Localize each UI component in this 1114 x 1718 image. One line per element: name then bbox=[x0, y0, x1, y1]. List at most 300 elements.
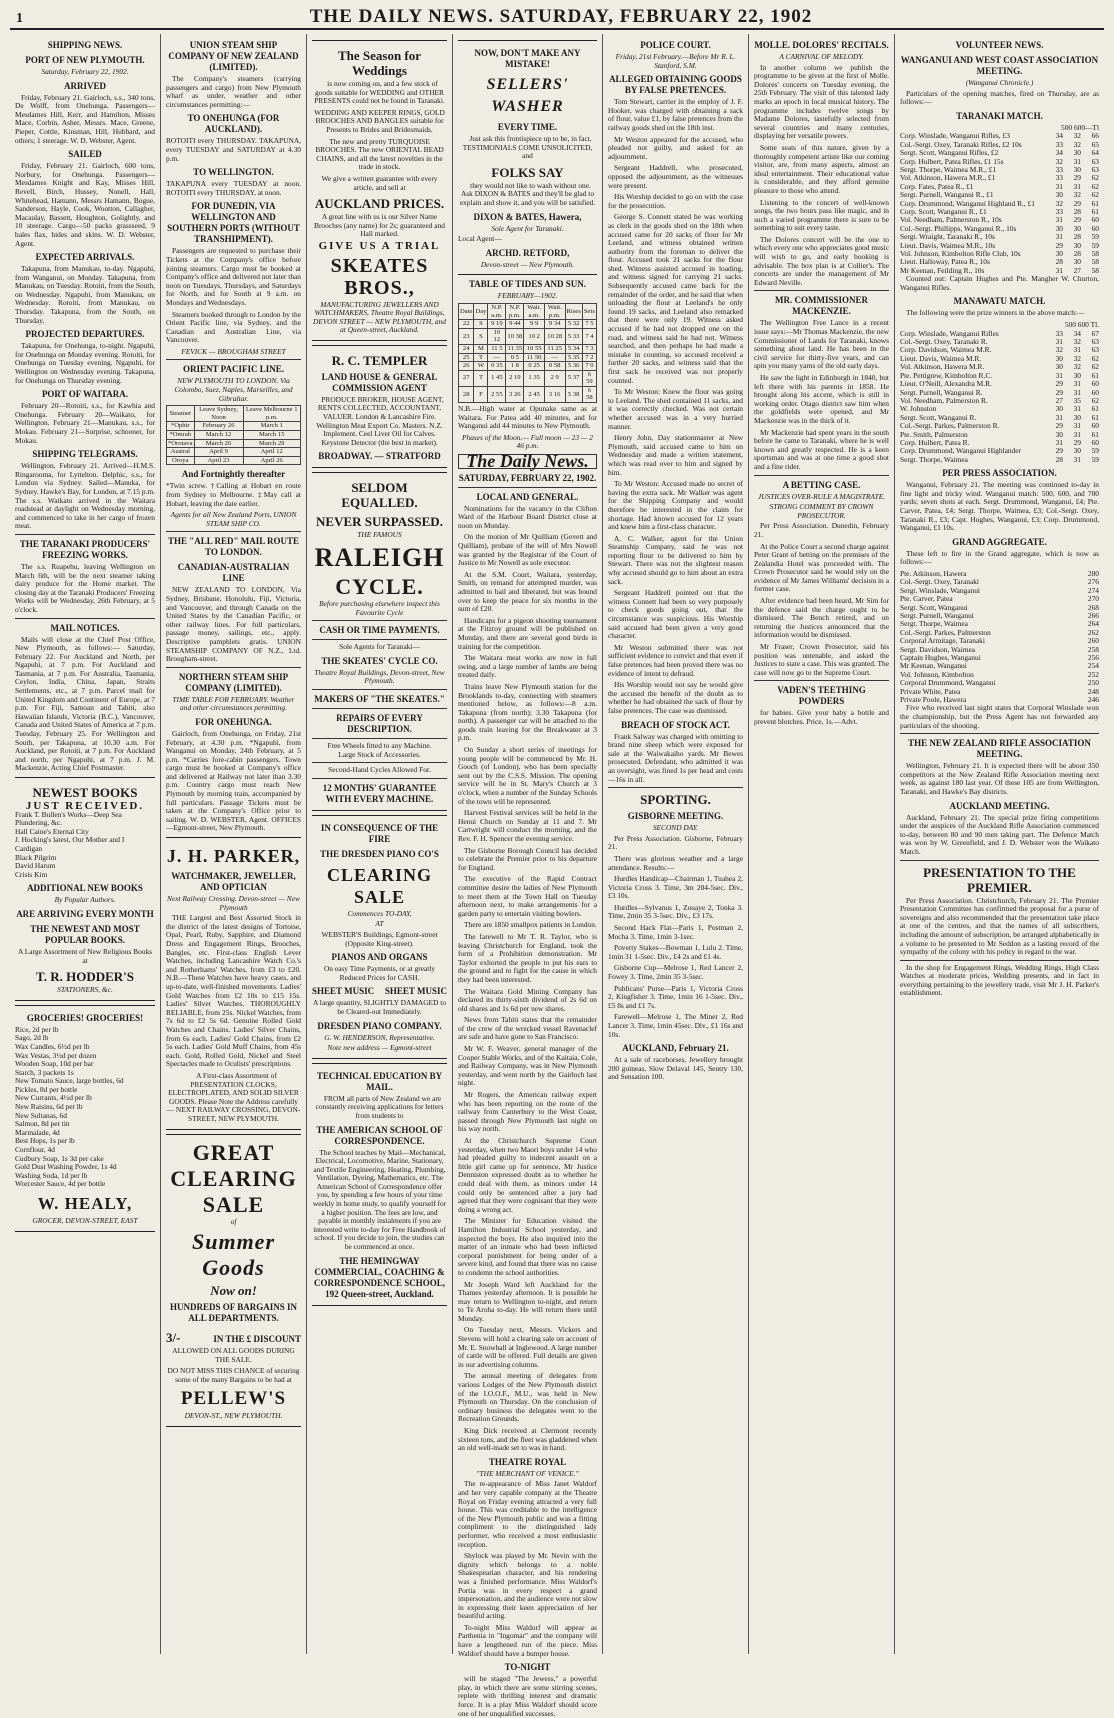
competitor-name: Sergt. Purnell, Wanganui R. bbox=[900, 387, 983, 397]
competitor-name: Captain Hughes, Wanganui bbox=[900, 652, 981, 662]
tide-cell: S bbox=[474, 320, 488, 329]
score-cell: 29 bbox=[1073, 173, 1081, 183]
score-cell: 31 bbox=[1073, 404, 1081, 414]
tide-cell: 3 16 bbox=[544, 386, 565, 402]
local-paragraph: On Tuesday next, Messrs. Vickers and Stevens will hold a clearing sale on account of Mr. E. Snowball at Inglewood. A large number of cattle will be offered. Full details are given in our advertising columns. bbox=[458, 1325, 597, 1369]
score-cell: 61 bbox=[1091, 429, 1099, 439]
local-paragraph: There are 1850 smallpox patients in London. bbox=[464, 920, 597, 930]
american-text: The School teaches by Mail—Mechanical, Electrical, Locomotive, Marine, Stationary, and Textile Engineering, Heating, Plumbing, Ventilation, Dyeing, Mathematics, etc. The American School of Correspondence offer you, by spending a few hours of your time weekly in home study, to qualify yourself for a higher position. The fees are low, and payable in monthly instalments if you are interested write to-day for Free Handbook of school. If you decide to join, the studies can be commenced at once. bbox=[312, 1147, 447, 1252]
competitor-name: Corp. Winslade, Wanganui Rifles bbox=[900, 328, 999, 338]
tide-cell: T bbox=[474, 353, 488, 362]
agent-line: FEVICK — BROUGHAM STREET bbox=[181, 346, 286, 356]
score-cell: 59 bbox=[1091, 240, 1099, 250]
clearing-heading: CLEARING bbox=[170, 1166, 297, 1192]
score-cell: 64 bbox=[1091, 148, 1099, 158]
score-cell: 31 bbox=[1073, 156, 1081, 166]
table-row bbox=[900, 456, 1099, 464]
theatre-paragraph: The re-appearance of Miss Janet Waldorf and her very capable company at the Theatre Royal on Friday evening attracted a very full house. This was creditable to the intelligence of the New Plymouth public and was a fitting compliment to the distinguished lady performer, who received a most enthusiastic reception. bbox=[458, 1479, 597, 1549]
grocery-item: Cornflour, 4d bbox=[15, 1145, 55, 1155]
consequence: IN CONSEQUENCE OF THE FIRE bbox=[320, 822, 439, 844]
competitor-name: Pte. Carver, Patea bbox=[900, 594, 953, 604]
sailed-heading: SAILED bbox=[68, 149, 102, 160]
tide-cell: 7 0 bbox=[582, 362, 596, 371]
masthead-page-number: 1 bbox=[16, 11, 24, 26]
gisborne-paragraph: Per Press Association. Gisborne, February 21. bbox=[608, 833, 743, 852]
table-row bbox=[167, 422, 301, 431]
tides-note: N.B.—High water at Opunake same as at Waitara. For Patea add 40 minutes, and for Wanganui add 44 minutes to New Plymouth. bbox=[458, 404, 597, 431]
taranaki-note: Counted out: Captain Hughes and Pte. Mangher W. Churton, Wanganui Rifles. bbox=[900, 274, 1099, 292]
south-heading: FOR DUNEDIN, VIA WELLINGTON AND SOUTHERN PORTS (WITHOUT TRANSHIPMENT). bbox=[167, 201, 300, 245]
tide-cell: 9 44 bbox=[506, 320, 524, 329]
police-paragraph: Mr Weston submitted there was not sufficient evidence to convict and that even if false pretences had been proved there was no evidence of intent to defraud. bbox=[608, 642, 743, 678]
pianos-organs: PIANOS AND ORGANS bbox=[331, 952, 428, 963]
table-row bbox=[167, 431, 301, 440]
manawatu-ranges: 500 600 Tl. bbox=[1064, 320, 1099, 330]
score-cell: 268 bbox=[1087, 602, 1099, 612]
competitor-name: Vol. Atkinson, Hawera M.R. bbox=[900, 362, 985, 372]
seldom-equalled: SELDOM EQUALLED. bbox=[341, 480, 418, 511]
local-paragraph: The executive of the Rapid Contract committee desire the ladies of New Plymouth to meet them at the Town Hall on Tuesday afternoon next, to make arrangements for a garden party to entertain visiting bowlers. bbox=[458, 874, 597, 918]
score-cell: 30 bbox=[1073, 223, 1081, 233]
grocery-item: New Sultanas, 6d bbox=[15, 1110, 67, 1120]
second-hand: Second-Hand Cycles Allowed For. bbox=[328, 765, 431, 775]
competitor-name: Vol. Johnson, Kimbolton bbox=[900, 669, 974, 679]
tide-cell: 1 45 bbox=[488, 370, 506, 386]
tide-cell: 9 34 bbox=[544, 320, 565, 329]
competitor-name: Sergt. Purnell, Wanganui R., £1 bbox=[900, 190, 994, 200]
volunteer-heading: VOLUNTEER NEWS. bbox=[955, 40, 1044, 50]
score-cell: 32 bbox=[1073, 139, 1081, 149]
sole-agents: Sole Agents for Taranaki— bbox=[339, 642, 420, 652]
score-cell: 270 bbox=[1087, 594, 1099, 604]
competitor-name: Sergt. Thorpe, Waimea M.R., £1 bbox=[900, 165, 997, 174]
masthead bbox=[10, 6, 1104, 30]
score-cell: 32 bbox=[1055, 156, 1063, 166]
producers-text: The s.s. Ruapehu, leaving Wellington on March 6th, will be the next steamer taking dairy produce for the Home market. The closing day at the Taranaki Producers' Freezing Works will be Wednesday, 26th February, at 5 o'clock. bbox=[15, 561, 155, 614]
sailed-text: Friday, February 21. Gairloch, 600 tons, Norbury, for Onehunga. Passengers—Mesdames Knight and Kay, Misses Hill, Revell, Birch, Hussey, Nonell, Hall, Whitehead, Hamann, Messrs Hamann, Bogue, Sanderson, Hayle, Cook, Wootton, Callagher, Macaulay, Bassett, Houghton, Golightly, and 10 steerage. Cargo—50 packs grassseed, 9 bales flax, hides and skins. W. D. Webster, Agent. bbox=[15, 161, 155, 248]
grocery-item: New Currants, 4½d per lb bbox=[15, 1093, 92, 1103]
tides-col: N.P. a.m. bbox=[488, 303, 506, 319]
tide-cell: — bbox=[488, 353, 506, 362]
sporting-heading: SPORTING. bbox=[640, 792, 711, 808]
tide-cell: 5 34 bbox=[565, 344, 582, 353]
score-cell: 31 bbox=[1073, 379, 1081, 389]
dixon-bates: DIXON & BATES, Hawera, bbox=[473, 211, 582, 222]
weddings-ad bbox=[312, 40, 447, 341]
mackenzie-heading: MR. COMMISSIONER MACKENZIE. bbox=[774, 295, 868, 317]
premier-text: Per Press Association. Christchurch, February 21. The Premier Presentation Committee has confirmed the proposal for a purse of sovereigns and also recommended that the presentation take place at one of the centres, and that the names of all subscribers, including the amount of subscription, be arranged alphabetically in a volume to be presented to Mr Seddon as a lasting record of the sympathy of the colony with his policy in regard to the war. bbox=[900, 895, 1099, 957]
projected-text: Takapuna, for Onehunga, to-night. Ngapuhi, for Onehunga on Monday evening. Rotoiti, for Onehunga on Tuesday evening. Ngapuhi, for Wellington on Wednesday evening. Takapuna, for Onehunga on Thursday evening. bbox=[15, 341, 155, 385]
tide-cell: 1 8 bbox=[506, 362, 524, 371]
grocery-item: Best Hops, 1s per lb bbox=[15, 1136, 75, 1146]
tide-cell: 5 38 bbox=[565, 386, 582, 402]
police-paragraph: A. C. Walker, agent for the Union Steamship Company, said he was not reporting flour to be delivered to him by Stewart. There was not the slightest reason why accused should go to him about an extra sack. bbox=[608, 533, 743, 586]
grand-note: Five who received last night states that Corporal Winslade won the championship, but the Press Agent has not forwarded any particulars of the shooting. bbox=[900, 703, 1099, 730]
auckland-sale-text: At a sale of racehorses, Jewellery brought 200 guineas, Slow Delaval 145, Sentry 130, and Sensation 100. bbox=[608, 1055, 743, 1082]
tide-cell: 0 25 bbox=[524, 362, 544, 371]
score-cell: 30 bbox=[1055, 190, 1063, 200]
score-cell: 63 bbox=[1091, 165, 1099, 174]
northern-heading: NORTHERN STEAM SHIP COMPANY (LIMITED). bbox=[178, 671, 289, 693]
grand-heading: GRAND AGGREGATE. bbox=[952, 536, 1047, 547]
score-cell: 28 bbox=[1073, 249, 1081, 259]
competitor-name: Col.-Sergt. Oxey, Taranaki bbox=[900, 577, 979, 587]
tide-cell: 7 4 bbox=[582, 328, 596, 344]
score-cell: 61 bbox=[1091, 198, 1099, 208]
competitor-name: Sergt. Purnell, Wanganui bbox=[900, 610, 974, 620]
score-cell: 60 bbox=[1091, 223, 1099, 233]
tide-cell: 5 36 bbox=[565, 362, 582, 371]
parker-name: J. H. PARKER, bbox=[166, 846, 301, 867]
local-paragraph: Mr W. F. Weaver, general manager of the Cooper Stable Works, and of the Kaitaia, Cole, and Railway Company, was in New Plymouth yesterday, and went north by the Gairloch last night. bbox=[458, 1044, 597, 1088]
book-item: Black Pilgrim bbox=[15, 852, 57, 862]
mackenzie-paragraph: The Wellington Free Lance in a recent issue says:—Mr Thomas Mackenzie, the new Commissioner of Lands for Taranaki, knows something about land. He has been in the civil service for thirty-five years, and can spin you many yarns of the old early days. bbox=[754, 318, 889, 371]
score-cell: 32 bbox=[1073, 190, 1081, 200]
tides-month: FEBRUARY—1902. bbox=[497, 291, 558, 301]
score-cell: 31 bbox=[1073, 387, 1081, 397]
tide-cell: 2 55 bbox=[488, 386, 506, 402]
competitor-name: Corporal Armitage, Taranaki bbox=[900, 636, 985, 646]
tide-cell: 11 5 bbox=[488, 344, 506, 353]
score-cell: 60 bbox=[1091, 215, 1099, 225]
score-cell: 61 bbox=[1091, 404, 1099, 414]
score-cell: 258 bbox=[1087, 644, 1099, 654]
competitor-name: Pte. Smith, Palmerston bbox=[900, 429, 968, 439]
local-paragraph: Handicaps for a pigeon shooting tournament at the Fitzroy ground will be published on Monday, and there are several good birds in training for the competition. bbox=[458, 615, 597, 651]
tides-col: N.P. p.m. bbox=[506, 303, 524, 319]
hodder-intro: A Large Assortment of New Religious Books at bbox=[17, 946, 153, 965]
tide-cell: 10 38 bbox=[506, 328, 524, 344]
local-paragraph: At the Christchurch Supreme Court yesterday, when two Maori boys under 14 who had pleaded guilty to indecent assault on a little girl came up for sentence, Mr Justice Denniston expressed doubt as to whether he could deal with them, as minors under 14 could only be sentenced after a jury had agreed that they were cognisant that they were doing a wrong act. bbox=[458, 1136, 597, 1214]
tide-cell: 5 35 bbox=[565, 353, 582, 362]
local-paragraph: Nominations for the vacancy in the Clifton Ward of the Harbour Board District close at noon on Monday. bbox=[458, 503, 597, 530]
score-cell: 31 bbox=[1073, 421, 1081, 431]
grocery-item: Marmalade, 4d bbox=[15, 1127, 60, 1137]
northern-for: FOR ONEHUNGA. bbox=[195, 716, 272, 727]
score-cell: 61 bbox=[1091, 412, 1099, 422]
orient-cell: April 12 bbox=[243, 448, 301, 457]
competitor-name: Lieut. O'Neill, Alexandra M.R. bbox=[900, 379, 992, 389]
score-cell: 274 bbox=[1087, 585, 1099, 595]
dresden-ad bbox=[312, 815, 447, 1059]
parker-location: Next Railway Crossing. Devon-street — New Plymouth bbox=[167, 894, 300, 912]
templer-name: R. C. TEMPLER bbox=[331, 352, 428, 368]
local-paragraph: The annual meeting of delegates from various Lodges of the New Plymouth district of the I.O.O.F., M.U., was held in New Plymouth on Thursday. On the conclusion of ordinary business the delegates went to the Recreation Grounds. bbox=[458, 1371, 597, 1424]
tide-cell: 10 2 bbox=[524, 328, 544, 344]
competitor-name: Mr Keenan, Wanganui bbox=[900, 661, 967, 671]
competitor-name: Corp. Drummond, Wanganui Highlander bbox=[900, 446, 1021, 456]
gisborne-paragraph: Second Hack Flat—Paris 1, Postman 2, Mocha 3. Time, 1min 3-1sec. bbox=[608, 923, 743, 941]
goods-heading: Goods bbox=[202, 1255, 265, 1281]
score-cell: 61 bbox=[1091, 370, 1099, 380]
fortnightly: And Fortnightly thereafter bbox=[181, 469, 286, 480]
table-row bbox=[459, 353, 597, 362]
orient-cell: March 29 bbox=[243, 439, 301, 448]
competitor-name: Vol. Needham, Palmerston R. bbox=[900, 395, 988, 405]
score-cell: 35 bbox=[1073, 395, 1081, 405]
sheet-music: SHEET MUSIC bbox=[312, 986, 375, 997]
score-cell: 256 bbox=[1087, 652, 1099, 662]
gisborne-heading: GISBORNE MEETING. bbox=[627, 811, 724, 822]
orient-heading: ORIENT PACIFIC LINE. bbox=[183, 364, 284, 375]
betting-paragraph: After evidence had been heard, Mr Sim for the defence said the charge ought to be dismissed. The Bench retired, and on returning the Justices announced that the information would be dismissed. bbox=[754, 596, 889, 640]
parker-ad bbox=[166, 837, 301, 1130]
local-paragraph: The farewell to Mr T. R. Taylor, who is leaving Christchurch for England, took the form of a Prohibition demonstration. Mr Taylor exhorted the people to put his ears to the ground and to fight for the cause in which they had been interested. bbox=[458, 931, 597, 984]
commences: Commences TO-DAY, bbox=[347, 908, 412, 918]
arrived-heading: ARRIVED bbox=[63, 80, 106, 91]
molle-paragraph: The Dolores concert will be the one to which every one who appreciates good music will wish to go, and early booking is advisable. The box plan is at Collier's. The concerts are under the management of Mr Edward Neville. bbox=[754, 234, 889, 287]
competitor-name: Lieut. Davis, Waimea M.R. bbox=[900, 353, 982, 363]
score-cell: 262 bbox=[1087, 627, 1099, 637]
betting-heading: A BETTING CASE. bbox=[782, 479, 861, 490]
hodder-name: T. R. HODDER'S bbox=[36, 969, 134, 985]
local-paragraph: Harvest Festival services will be held in the Henui Church on Sunday at 11 and 7. Mr Cartwright will conduct the morning, and the Rev. F. H. Spencer the evening service. bbox=[458, 808, 597, 843]
shipping-date: Saturday, February 22, 1902. bbox=[41, 67, 129, 76]
police-heading: POLICE COURT. bbox=[640, 40, 711, 50]
book-item: J. Hocking's latest, Our Mother and I bbox=[15, 835, 125, 845]
competitor-name: Sergt. Thorpe, Waimea bbox=[900, 619, 968, 629]
score-cell: 31 bbox=[1055, 412, 1063, 422]
score-cell: 29 bbox=[1055, 421, 1063, 431]
shipping-heading: SHIPPING NEWS. bbox=[47, 40, 123, 50]
guarantee-months: 12 MONTHS' GUARANTEE WITH EVERY MACHINE. bbox=[322, 782, 437, 804]
orient-cell: March 12 bbox=[194, 431, 243, 440]
parker-text-2: A First-class Assortment of PRESENTATION CLOCKS, ELECTROPLATED, AND SOLID SILVER GOODS. Please Note the Address carefully — NEXT RAILWAY CROSSING, DEVON-STREET, NEW PLYMOUTH. bbox=[166, 1070, 301, 1123]
competitor-name: Lieut. Davis, Waimea M.R., 10s bbox=[900, 240, 996, 250]
agents-line: Agents for all New Zealand Ports, UNION STEAM SHIP CO. bbox=[170, 510, 297, 528]
score-cell: 30 bbox=[1073, 240, 1081, 250]
score-cell: 60 bbox=[1091, 387, 1099, 397]
score-cell: 63 bbox=[1091, 345, 1099, 355]
tide-cell: 0 5 bbox=[506, 353, 524, 362]
gisborne-sub: SECOND DAY. bbox=[652, 823, 699, 833]
auckland-prices: AUCKLAND PRICES. bbox=[314, 196, 445, 212]
vaden-text: for babies. Give your baby a bottle and prevent blotches. Price, 1s.—Advt. bbox=[754, 708, 889, 726]
tide-cell: 7 2 bbox=[582, 353, 596, 362]
book-item: David Harum bbox=[15, 861, 56, 871]
moon-phases: Phases of the Moon.— Full moon — 23 — 2 46 p.m. bbox=[462, 432, 593, 451]
discount-amount: 3/- bbox=[166, 1330, 181, 1346]
score-cell: 31 bbox=[1073, 454, 1081, 464]
tides-table bbox=[458, 303, 597, 403]
score-cell: 32 bbox=[1073, 337, 1081, 347]
orient-cell: March 15 bbox=[243, 431, 301, 440]
score-cell: 250 bbox=[1087, 678, 1099, 688]
healy-sub: GROCER, DEVON-STREET, EAST bbox=[32, 1216, 138, 1225]
police-date: Friday, 21st February.—Before Mr R. L. Stanford, S.M. bbox=[615, 52, 736, 70]
northern-text: Gairloch, from Onehunga, on Friday, 21st February, at 4.30 p.m. *Ngapuhi, from Wanganui on Monday, 24th February, at 5 p.m. *Carries fore-cabin passengers. Town cargo must be booked at Company's office and delivered at Railway not later than 3.30 p.m. Country cargo must reach New Plymouth by morning train, accompanied by full particulars. Passage Tickets must be taken at the Company's Office prior to sailing. W. D. WEBSTER, Agent. OFFICES—Egmont-street, New Plymouth. bbox=[166, 728, 301, 833]
book-item: Crisis Kim bbox=[15, 869, 48, 879]
score-cell: 58 bbox=[1091, 257, 1099, 267]
raleigh-heading: RALEIGH bbox=[314, 543, 445, 573]
producers-heading: THE TARANAKI PRODUCERS' FREEZING WORKS. bbox=[19, 538, 151, 560]
sheet-music-2: SHEET MUSIC bbox=[384, 986, 447, 997]
grand-table bbox=[900, 570, 1099, 705]
skeates-sub: MANUFACTURING JEWELLERS AND WATCHMAKERS, Theatre Royal Buildings, DEVON STREET — NEW PLYMOUTH, and at Queen-street, Auckland. bbox=[313, 299, 446, 335]
competitor-name: Corp. Hulbert, Patea R. bbox=[900, 437, 970, 447]
score-cell: 29 bbox=[1055, 387, 1063, 397]
table-row bbox=[459, 362, 597, 371]
grocery-item: Wax Vestas, 3½d per dozen bbox=[15, 1050, 97, 1060]
table-row bbox=[459, 344, 597, 353]
manawatu-table bbox=[900, 330, 1099, 465]
score-cell: 264 bbox=[1087, 619, 1099, 629]
orient-cell: March 1 bbox=[243, 422, 301, 431]
local-paragraph: At the S.M. Court, Waitara, yesterday, Smith, on remand for attempted murder, was admitted to bail and liberated, but was bound over to keep the peace for six months in the sum of £20. bbox=[458, 569, 597, 614]
theatre-paragraph: Shylock was played by Mr. Nevin with the dignity which belongs to a noble Shakespearian character, and his rendering was a finished performance. Miss Waldorf's Portia was in every respect a grand impersonation, and the audience were not slow in expressing their keen appreciation of her beautiful acting. bbox=[458, 1551, 597, 1621]
mail-heading: MAIL NOTICES. bbox=[50, 622, 120, 633]
tide-cell: F bbox=[474, 386, 488, 402]
at-word: AT bbox=[375, 919, 384, 929]
local-paragraph: Mr Rogers, the American railway expert who has been reporting on the route of the railway from Canterbury to the West Coast, passed through New Plymouth last night on his way north. bbox=[458, 1090, 597, 1134]
score-cell: 33 bbox=[1055, 207, 1063, 217]
betting-paragraph: At the Police Court a second charge against Peter Grant of betting on the premises of the Zealandia Hotel was proceeded with. The Crown Prosecutor said he would rely on the evidence of Mr James Williams' decision in a former case. bbox=[754, 541, 889, 594]
waitara-heading: PORT OF WAITARA. bbox=[41, 389, 129, 400]
newest-heading: THE NEWEST AND MOST POPULAR BOOKS. bbox=[30, 923, 140, 945]
technical-text: FROM all parts of New Zealand we are constantly receiving applications for letters from students to bbox=[315, 1093, 444, 1120]
score-cell: 28 bbox=[1055, 454, 1063, 464]
competitor-name: Vol. Needham, Palmerston R., 10s bbox=[900, 215, 1002, 225]
competitor-name: Sergt. Thorpe, Waimea bbox=[900, 454, 968, 464]
rifle-text: Wellington, February 21. It is expected there will be about 350 competitors at the New Zealand Rifle Association meeting next week, as against 180 last year. Of these 105 are from Wellington, Taranaki, and Hawke's Bay districts. bbox=[900, 761, 1099, 796]
score-cell: 33 bbox=[1055, 139, 1063, 149]
hundreds: HUNDREDS OF BARGAINS IN ALL DEPARTMENTS. bbox=[170, 1302, 297, 1324]
score-cell: 58 bbox=[1091, 265, 1099, 275]
police-paragraph: Tom Stewart, carrier in the employ of J. F. Hooker, was charged with obtaining a sack of flour, value £1, by false pretences from the railway goods shed on the 18th inst. bbox=[608, 97, 743, 132]
score-cell: 60 bbox=[1091, 421, 1099, 431]
manawatu-intro: The following were the prize winners in the above match:— bbox=[906, 308, 1085, 318]
competitor-name: Corp. Scott, Wanganui R., £1 bbox=[900, 207, 987, 217]
score-cell: 32 bbox=[1073, 131, 1081, 141]
telegrams-text: Wellington, February 21. Arrived—H.M.S. Ringarooma, for Lyttelton. Delphic, s.s., for London via Sydney. Sailed—Manuka, for Sydney. Hawke's Bay, for London, at 7.15 p.m. The s.s. Waikato arrived in the Waitara roadstead at daylight on Wednesday morning, and commenced to take in her cargo of frozen meat. bbox=[15, 461, 155, 531]
local-paragraph: On the motion of Mr Quilliam (Govett and Quilliam), probate of the will of Mrs Nowell was granted by the Registrar of the Court of Justice to Mr Nowell as sole executor. bbox=[458, 532, 597, 568]
columns bbox=[10, 34, 1104, 1718]
retford: ARCHD. RETFORD, bbox=[485, 247, 570, 258]
police-paragraph: His Worship would not say he would give the accused the benefit of the doubt as to whether he had obtained the sack of flour by false pretences. The case was dismissed. bbox=[608, 680, 743, 715]
mail-text: Mails will close at the Chief Post Office, New Plymouth, as follows:— Saturday, February 22. For Auckland and North, per Ngapuhi, at 7 p.m. For Auckland and Tasmania, at 7 p.m. For Australia, Tasmania, Ceylon, India, China, Japan, Straits Settlements, etc., at 7 p.m. Parcel mail for United Kingdom and Continent of Europe, at 7 p.m. For Fiji, Samoan and Tahiti, also Hawaiian Islands, Victoria (B.C.), Vancouver, Canada and United States of America at 7 p.m. Tuesday, February 25. For Wellington and South, per Takapuna, at 10.30 a.m. For Auckland, per Rotoiti, at 7 p.m. For Auckland and north, per Ngapuhi, at 7 p.m. J. M. Mackenzie, Acting Chief Postmaster. bbox=[15, 634, 155, 773]
competitor-name: Corporal Drummond, Wanganui bbox=[900, 678, 996, 688]
police-paragraph: Henry John, Day stationmaster at New Plymouth, said accused came to him on Wednesday and made a written statement, which was read over to him and signed by him. bbox=[608, 433, 743, 477]
wellington-text: TAKAPUNA every TUESDAY at noon. ROTOITI every THURSDAY, at noon. bbox=[166, 179, 301, 197]
book-item: Hall Caine's Eternal City bbox=[15, 826, 89, 836]
breach-heading: BREACH OF STOCK ACT. bbox=[621, 719, 730, 730]
competitor-name: Pte. Pettigrew, Kimbolton R.C. bbox=[900, 370, 993, 380]
orient-table-header: Steamer bbox=[167, 406, 195, 422]
police-paragraph: Sergeant Haddrell, who prosecuted, opposed the adjournment, as the witnesses were present. bbox=[608, 163, 743, 190]
police-paragraph: His Worship decided to go on with the case for the prosecution. bbox=[608, 192, 743, 210]
additional-books-sub: By Popular Authors. bbox=[54, 895, 116, 905]
devon-street: Devon-street — New Plymouth. bbox=[480, 259, 575, 269]
score-cell: 60 bbox=[1091, 379, 1099, 389]
score-cell: 30 bbox=[1073, 148, 1081, 158]
all-red-heading: THE "ALL RED" MAIL ROUTE TO LONDON. bbox=[167, 536, 300, 558]
expected-heading: EXPECTED ARRIVALS. bbox=[35, 252, 135, 263]
taranaki-ranges: 500 600—Tl bbox=[1061, 122, 1099, 132]
clearing-sale-heading: CLEARING SALE bbox=[326, 864, 432, 907]
masthead-title: THE DAILY NEWS. SATURDAY, FEBRUARY 22, 1902 bbox=[309, 6, 813, 27]
tide-cell: 7 5 bbox=[582, 320, 596, 329]
orient-cell: *Omrah bbox=[167, 431, 195, 440]
raleigh-ad bbox=[312, 472, 447, 810]
south-text: Passengers are requested to purchase their Tickets at the Company's office before joining steamers. Cargo must be booked at Company's office and delivered not later than noon on Tuesdays, Thursdays, and Saturdays for North, and for South at 9 a.m. on Mondays and Wednesdays. bbox=[166, 246, 301, 307]
sellers-washer: SELLERS' WASHER bbox=[486, 76, 569, 115]
discount-text: IN THE £ DISCOUNT bbox=[213, 1334, 301, 1345]
score-cell: 59 bbox=[1091, 454, 1099, 464]
table-row bbox=[167, 448, 301, 457]
competitor-name: Sergt. Scott, Wanganui bbox=[900, 602, 968, 612]
competitor-name: Sergt. Scott, Wanganui R. bbox=[900, 412, 977, 422]
score-cell: 31 bbox=[1073, 345, 1081, 355]
turquoise: The new and pretty TURQUOISE BROOCHES. The new ORIENTAL BEAD CHAINS, and all the latest novelties in the trade in stock. bbox=[315, 136, 444, 172]
score-cell: 252 bbox=[1087, 669, 1099, 679]
grocery-item: Starch, 3 packets 1s bbox=[15, 1067, 74, 1077]
expected-text: Takapuna, from Manukau, to-day. Ngapuhi, from Wanganui, on Monday. Takapuna, from Manukau, on Tuesday. Rotoiti, from the South, on Wednesday. Ngapuhi, from Manukau, on Wednesday. Rotoiti, from Manukau, on Thursday. Takapuna, from the South, on Thursday. bbox=[15, 264, 155, 325]
police-paragraph: Sergeant Haddrell pointed out that the witness Connett had been so very purposely to check goods going out, that the circumstance was suspicious. His Worship said accused had been given a very good character. bbox=[608, 588, 743, 641]
column-3 bbox=[307, 34, 453, 1654]
orient-table-header: Leave Melbourne 1 p.m. bbox=[243, 406, 301, 422]
book-item: Cardigan bbox=[15, 843, 43, 853]
gisborne-paragraph: Poverty Stakes—Bowman 1, Lulu 2. Time, 1min 31 1-5sec. Div., £4 2s and £1 4s. bbox=[608, 943, 743, 961]
pellew-name: PELLEW'S bbox=[180, 1388, 287, 1410]
books-received: JUST RECEIVED. bbox=[25, 800, 145, 812]
summer-heading: Summer bbox=[191, 1229, 276, 1255]
tides-heading: TABLE OF TIDES AND SUN. bbox=[468, 279, 587, 290]
orient-cell: April 9 bbox=[194, 448, 243, 457]
score-cell: 61 bbox=[1091, 207, 1099, 217]
tide-cell: 11 25 bbox=[544, 344, 565, 353]
local-paragraph: News from Tahiti states that the remainder of the crew of the wrecked vessel Ravenaclef are safe and have gone to San Francisco. bbox=[458, 1015, 597, 1042]
grocery-item: Gold Dust Washing Powder, 1s 4d bbox=[15, 1162, 117, 1172]
templer-ad bbox=[312, 345, 447, 469]
taranaki-table bbox=[900, 132, 1099, 275]
american-school: THE AMERICAN SCHOOL OF CORRESPONDENCE. bbox=[316, 1124, 443, 1146]
grocery-item: Pickles, 8d per bottle bbox=[15, 1084, 78, 1094]
competitor-name: Vol. Atkinson, Hawera M.R., £1 bbox=[900, 173, 996, 183]
hemingway-school: THE HEMINGWAY COMMERCIAL, COACHING & CORRESPONDENCE SCHOOL, 192 Queen-street, Auckland. bbox=[313, 1255, 446, 1299]
score-cell: 28 bbox=[1073, 207, 1081, 217]
score-cell: 65 bbox=[1091, 139, 1099, 149]
union-heading: UNION STEAM SHIP COMPANY OF NEW ZEALAND (LIMITED). bbox=[168, 40, 299, 72]
grocery-item: New Raisins, 6d per lb bbox=[15, 1102, 83, 1112]
score-cell: 66 bbox=[1091, 131, 1099, 141]
press-heading: PER PRESS ASSOCIATION. bbox=[942, 468, 1057, 479]
tide-cell: S bbox=[474, 328, 488, 344]
every-time: EVERY TIME. bbox=[497, 122, 558, 132]
score-cell: 248 bbox=[1087, 686, 1099, 696]
competitor-name: Corp. Hulbert, Patea Rifles, £1 15s bbox=[900, 156, 1004, 166]
score-cell: 63 bbox=[1091, 337, 1099, 347]
score-cell: 29 bbox=[1073, 215, 1081, 225]
local-paragraph: On Sunday a short series of meetings for young people will be commenced by Mr. H. Gooch (of London), who has been specially sent out by the C.S.S. Mission. The opening service will be in St. Mary's Church at 3 o'clock, when a number of the Sunday Schools of the town will be represented. bbox=[458, 745, 597, 806]
competitor-name: Lieut. Halloway, Patea R., 10s bbox=[900, 257, 990, 267]
local-paragraph: The Waitara meat works are now in full swing, and a large number of lambs are being treated daily. bbox=[458, 653, 597, 680]
score-cell: 31 bbox=[1055, 232, 1063, 242]
grocery-item: Cudbury Soap, 1s 3d per cake bbox=[15, 1153, 104, 1163]
easy-payments: On easy Time Payments, or at greatly Reduced Prices for CASH. bbox=[323, 964, 436, 982]
vaden-heading: VADEN'S TEETHING POWDERS bbox=[777, 685, 866, 707]
molle-paragraph: In another column we publish the programme to be given at the first of Molle. Dolores' concerts on Tuesday evening, the 25th February. The visit of this talented lady marks an epoch in local musical history. The programme includes twelve songs by Madame Dolores, tastefully selected from several countries and many centuries, displaying her versatile powers. bbox=[754, 62, 889, 141]
taranaki-match-heading: TARANAKI MATCH. bbox=[956, 110, 1043, 121]
cycle-heading: CYCLE. bbox=[335, 574, 424, 600]
logo-date: SATURDAY, FEBRUARY 22, 1902. bbox=[458, 472, 597, 483]
score-cell: 30 bbox=[1073, 370, 1081, 380]
grocery-item: Worcester Sauce, 4d per bottle bbox=[15, 1179, 106, 1189]
competitor-name: Col.-Sergt. Oxey, Taranaki R. bbox=[900, 337, 988, 347]
south-text-2: Steamers booked through to London by the Orient Pacific line, via Sydney, and the Canadian and Australian Line, via Vancouver. bbox=[166, 309, 301, 345]
grocery-item: Rice, 2d per lb bbox=[15, 1024, 59, 1034]
templer-text: PRODUCE BROKER, HOUSE AGENT, RENTS COLLECTED, ACCOUNTANT, VALUER. London & Lancashire Fire. Wellington Meat Export Co. Masters. N.Z. Implement. Ceel Liver Oil for Calves. Keystone Detector (the best in market). bbox=[316, 394, 444, 447]
cycle-company-sub: Theatre Royal Buildings, Devon-street, New Plymouth. bbox=[314, 667, 445, 686]
